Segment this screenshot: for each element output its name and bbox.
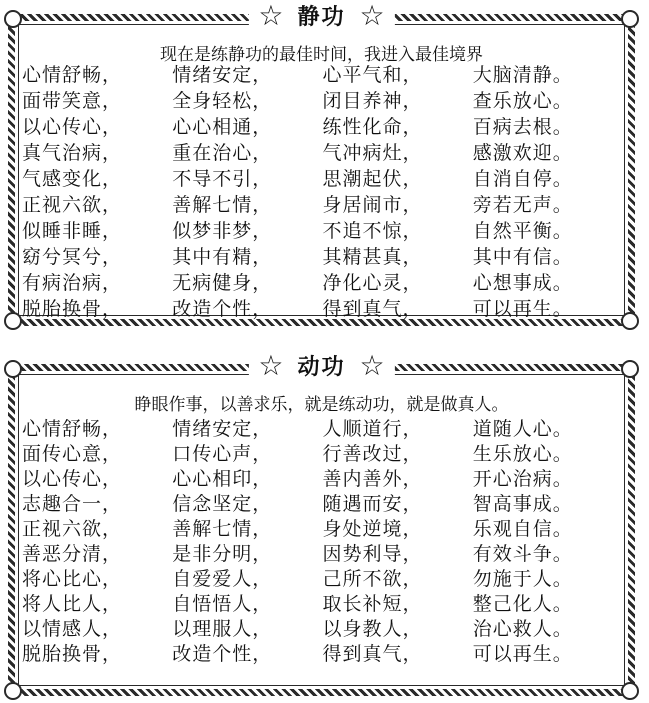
- verse-phrase: 自悟悟人，: [172, 593, 273, 615]
- verse-phrase: 随遇而安，: [322, 493, 423, 515]
- verse-phrase: 身居闹市，: [322, 194, 423, 216]
- verse-phrase: 心平气和，: [322, 64, 423, 86]
- verse-phrase: 正视六欲，: [22, 194, 123, 216]
- verse-phrase: 似梦非梦，: [172, 220, 273, 242]
- verse-phrase: 行善改过，: [322, 443, 423, 465]
- verse-phrase: 是非分明，: [172, 543, 273, 565]
- corner-ring-icon: [621, 360, 639, 378]
- verse-phrase: 自爱爱人，: [172, 568, 273, 590]
- verse-phrase: 不追不惊，: [322, 220, 423, 242]
- section-title-bar: [248, 350, 394, 381]
- verse-phrase: 将人比人，: [22, 593, 123, 615]
- verse-phrase: 将心比心，: [22, 568, 123, 590]
- verse-phrase: 气冲病灶，: [322, 142, 423, 164]
- verse-phrase: 得到真气，: [322, 643, 423, 665]
- verse-phrase: 善内善外，: [322, 468, 423, 490]
- verse-phrase: 心情舒畅，: [22, 418, 123, 440]
- verse-phrase: 窈兮冥兮，: [22, 246, 123, 268]
- verse-phrase: 得到真气，: [322, 298, 423, 320]
- verse-phrase: 口传心声，: [172, 443, 273, 465]
- verse-phrase: 勿施于人。: [472, 568, 573, 590]
- verse-phrase: 练性化命，: [322, 116, 423, 138]
- verse-phrase: 以理服人，: [172, 618, 273, 640]
- corner-ring-icon: [4, 10, 22, 28]
- verse-phrase: 信念坚定，: [172, 493, 273, 515]
- verse-phrase: 改造个性，: [172, 643, 273, 665]
- verse-phrase: 情绪安定，: [172, 418, 273, 440]
- verse-phrase: 面传心意，: [22, 443, 123, 465]
- corner-ring-icon: [621, 312, 639, 330]
- verse-phrase: 开心治病。: [472, 468, 573, 490]
- verse-phrase: 思潮起伏，: [322, 168, 423, 190]
- verse-phrase: 可以再生。: [472, 298, 573, 320]
- verse-phrase: 智高事成。: [472, 493, 573, 515]
- verse-phrase: 情绪安定，: [172, 64, 273, 86]
- verse-phrase: 以身教人，: [322, 618, 423, 640]
- verse-phrase: 大脑清静。: [472, 64, 573, 86]
- verse-phrase: 脱胎换骨，: [22, 643, 123, 665]
- verse-phrase: 自消自停。: [472, 168, 573, 190]
- corner-ring-icon: [4, 312, 22, 330]
- verse-phrase: 心心相通，: [172, 116, 273, 138]
- verse-grid: [22, 64, 623, 320]
- verse-phrase: 不导不引，: [172, 168, 273, 190]
- verse-phrase: 无病健身，: [172, 272, 273, 294]
- verse-phrase: 真气治病，: [22, 142, 123, 164]
- verse-phrase: 整己化人。: [472, 593, 573, 615]
- section-intro: 睁眼作事，以善求乐，就是练动功，就是做真人。: [134, 395, 509, 415]
- verse-grid: [22, 418, 623, 665]
- verse-phrase: 感激欢迎。: [472, 142, 573, 164]
- verse-phrase: 己所不欲，: [322, 568, 423, 590]
- corner-ring-icon: [4, 682, 22, 700]
- verse-phrase: 取长补短，: [322, 593, 423, 615]
- corner-ring-icon: [621, 10, 639, 28]
- verse-phrase: 全身轻松，: [172, 90, 273, 112]
- star-outline-icon: ☆: [359, 348, 385, 382]
- verse-phrase: 以情感人，: [22, 618, 123, 640]
- verse-phrase: 有病治病，: [22, 272, 123, 294]
- verse-phrase: 脱胎换骨，: [22, 298, 123, 320]
- verse-phrase: 闭目养神，: [322, 90, 423, 112]
- section-title-bar: [248, 0, 394, 31]
- verse-phrase: 净化心灵，: [322, 272, 423, 294]
- verse-phrase: 其中有信。: [472, 246, 573, 268]
- section-donggong: [8, 348, 635, 696]
- star-outline-icon: ☆: [258, 348, 284, 382]
- section-intro: 现在是练静功的最佳时间，我进入最佳境界: [160, 45, 483, 65]
- verse-phrase: 百病去根。: [472, 116, 573, 138]
- verse-phrase: 气感变化，: [22, 168, 123, 190]
- star-outline-icon: ☆: [359, 0, 385, 32]
- verse-phrase: 正视六欲，: [22, 518, 123, 540]
- verse-phrase: 人顺道行，: [322, 418, 423, 440]
- verse-phrase: 其精甚真，: [322, 246, 423, 268]
- verse-phrase: 善解七情，: [172, 194, 273, 216]
- verse-phrase: 改造个性，: [172, 298, 273, 320]
- verse-phrase: 道随人心。: [472, 418, 573, 440]
- verse-phrase: 其中有精，: [172, 246, 273, 268]
- corner-ring-icon: [4, 360, 22, 378]
- verse-phrase: 面带笑意，: [22, 90, 123, 112]
- verse-phrase: 心情舒畅，: [22, 64, 123, 86]
- verse-phrase: 心想事成。: [472, 272, 573, 294]
- section-title: 静功: [297, 5, 346, 30]
- verse-phrase: 心心相印，: [172, 468, 273, 490]
- verse-phrase: 自然平衡。: [472, 220, 573, 242]
- verse-phrase: 旁若无声。: [472, 194, 573, 216]
- verse-phrase: 有效斗争。: [472, 543, 573, 565]
- verse-phrase: 因势利导，: [322, 543, 423, 565]
- star-outline-icon: ☆: [258, 0, 284, 32]
- verse-phrase: 治心救人。: [472, 618, 573, 640]
- verse-phrase: 以心传心，: [22, 116, 123, 138]
- verse-phrase: 善恶分清，: [22, 543, 123, 565]
- verse-phrase: 志趣合一，: [22, 493, 123, 515]
- verse-phrase: 可以再生。: [472, 643, 573, 665]
- verse-phrase: 以心传心，: [22, 468, 123, 490]
- verse-phrase: 查乐放心。: [472, 90, 573, 112]
- verse-phrase: 善解七情，: [172, 518, 273, 540]
- corner-ring-icon: [621, 682, 639, 700]
- section-title: 动功: [297, 355, 346, 380]
- verse-phrase: 重在治心，: [172, 142, 273, 164]
- section-jinggong: [8, 0, 635, 326]
- verse-phrase: 乐观自信。: [472, 518, 573, 540]
- verse-phrase: 生乐放心。: [472, 443, 573, 465]
- verse-phrase: 似睡非睡，: [22, 220, 123, 242]
- verse-phrase: 身处逆境，: [322, 518, 423, 540]
